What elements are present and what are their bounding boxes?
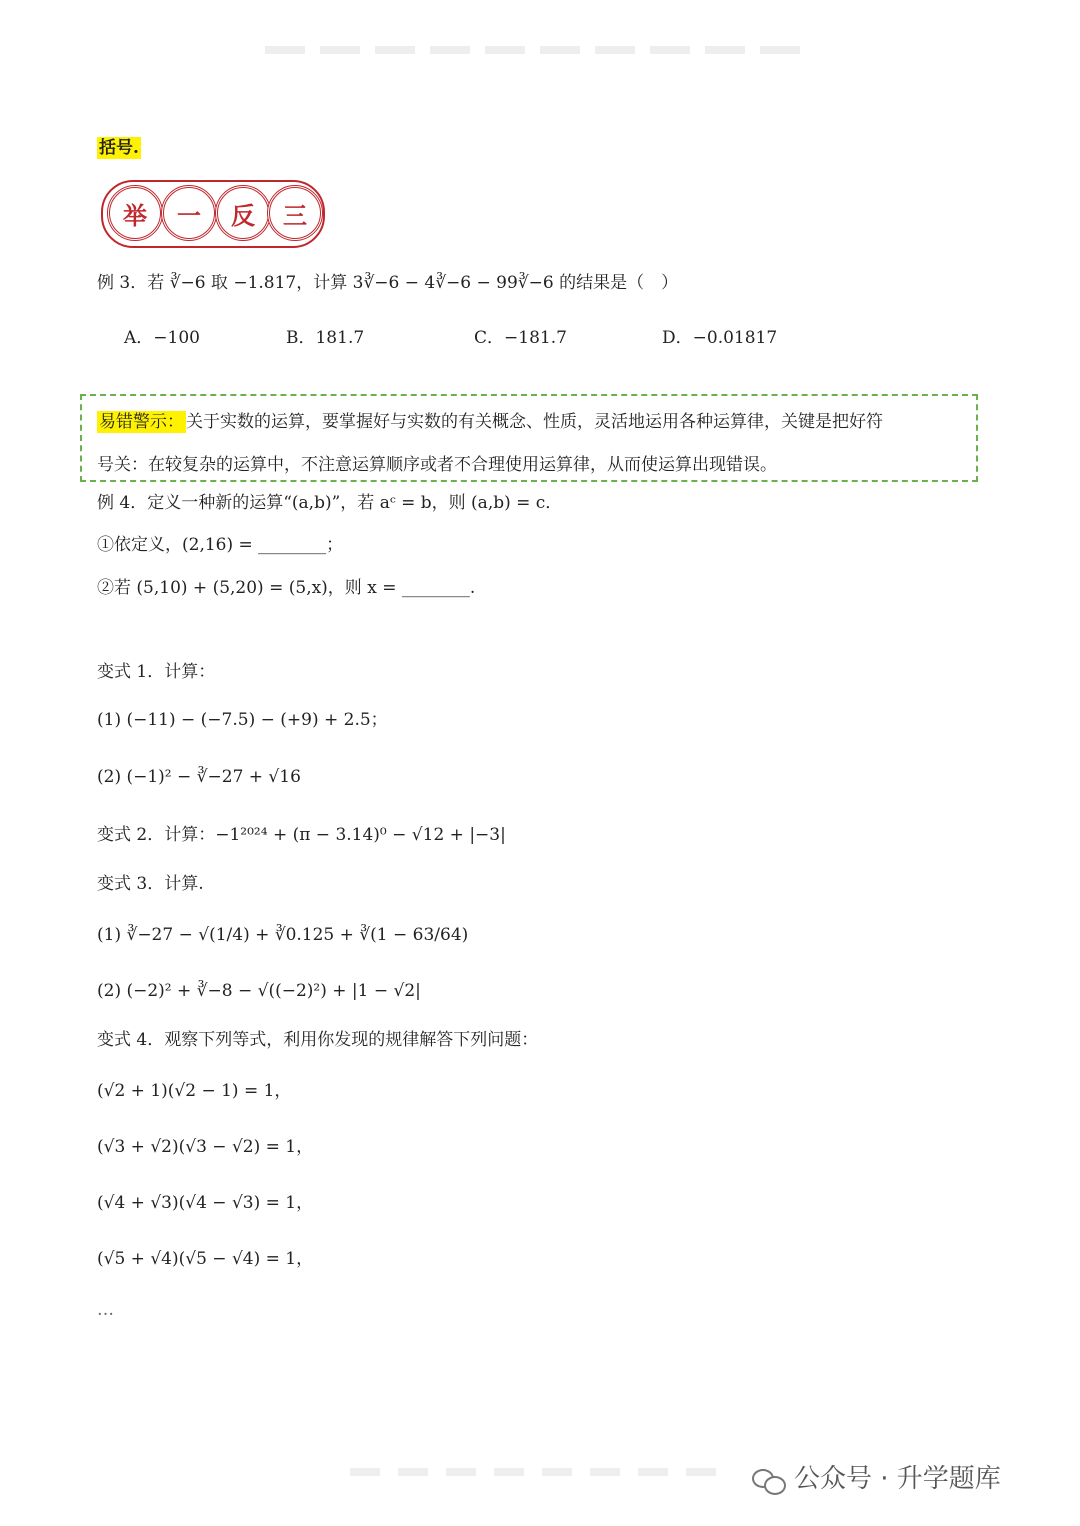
option-b: B．181.7: [286, 328, 365, 348]
variant4-eq: (√2 + 1)(√2 − 1) = 1，: [97, 1081, 292, 1101]
badge-char: 举: [107, 185, 163, 241]
variant4-eq: (√3 + √2)(√3 − √2) = 1，: [97, 1137, 314, 1157]
header-faint-text: [265, 46, 805, 54]
badge-ju-yi-fan-san: [101, 180, 323, 246]
example4-question: 例 4．定义一种新的运算“(a,b)”，若 aᶜ = b，则 (a,b) = c．: [97, 493, 563, 513]
wechat-icon: [752, 1467, 786, 1493]
warning-label: 易错警示：: [99, 412, 184, 432]
example3-question: 例 3．若 ∛−6 取 −1.817，计算 3∛−6 − 4∛−6 − 99∛−6 的结果是（ ）: [97, 273, 679, 293]
footer-watermark: 公众号 · 升学题库: [752, 1458, 1001, 1495]
option-c: C．−181.7: [474, 328, 567, 348]
variant4-eq: (√5 + √4)(√5 − √4) = 1，: [97, 1249, 314, 1269]
example4-q2: ②若 (5,10) + (5,20) = (5,x)，则 x = ________.: [97, 578, 476, 598]
variant3-p1: (1) ∛−27 − √(1/4) + ∛0.125 + ∛(1 − 63/64): [97, 925, 469, 945]
variant4-eq: (√4 + √3)(√4 − √3) = 1，: [97, 1193, 314, 1213]
badge-char: 反: [215, 185, 271, 241]
example4-q1: ①依定义，(2,16) = ________；: [97, 535, 344, 555]
option-a: A．−100: [124, 328, 200, 348]
variant1-title: 变式 1．计算：: [97, 662, 216, 682]
variant1-p2: (2) (−1)² − ∛−27 + √16: [97, 767, 301, 787]
option-d: D．−0.01817: [662, 328, 778, 348]
badge-char: 一: [161, 185, 217, 241]
warning-line1: 易错警示： 关于实数的运算，要掌握好与实数的有关概念、性质，灵活地运用各种运算律，关键是把好符: [99, 412, 883, 432]
variant4-ellipsis: …: [97, 1300, 114, 1320]
variant2-title: 变式 2．计算：−1²⁰²⁴ + (π − 3.14)⁰ − √12 + |−3|: [97, 825, 506, 845]
variant1-p1: (1) (−11) − (−7.5) − (+9) + 2.5；: [97, 710, 388, 730]
warning-line2: 号关：在较复杂的运算中，不注意运算顺序或者不合理使用运算律，从而使运算出现错误。: [97, 455, 777, 475]
variant3-p2: (2) (−2)² + ∛−8 − √((−2)²) + |1 − √2|: [97, 981, 421, 1001]
badge-char: 三: [267, 185, 323, 241]
footer-faint-text: [350, 1468, 730, 1476]
variant4-title: 变式 4．观察下列等式，利用你发现的规律解答下列问题：: [97, 1030, 539, 1050]
section-tail: 括号.: [99, 138, 139, 158]
variant3-title: 变式 3．计算.: [97, 874, 204, 894]
